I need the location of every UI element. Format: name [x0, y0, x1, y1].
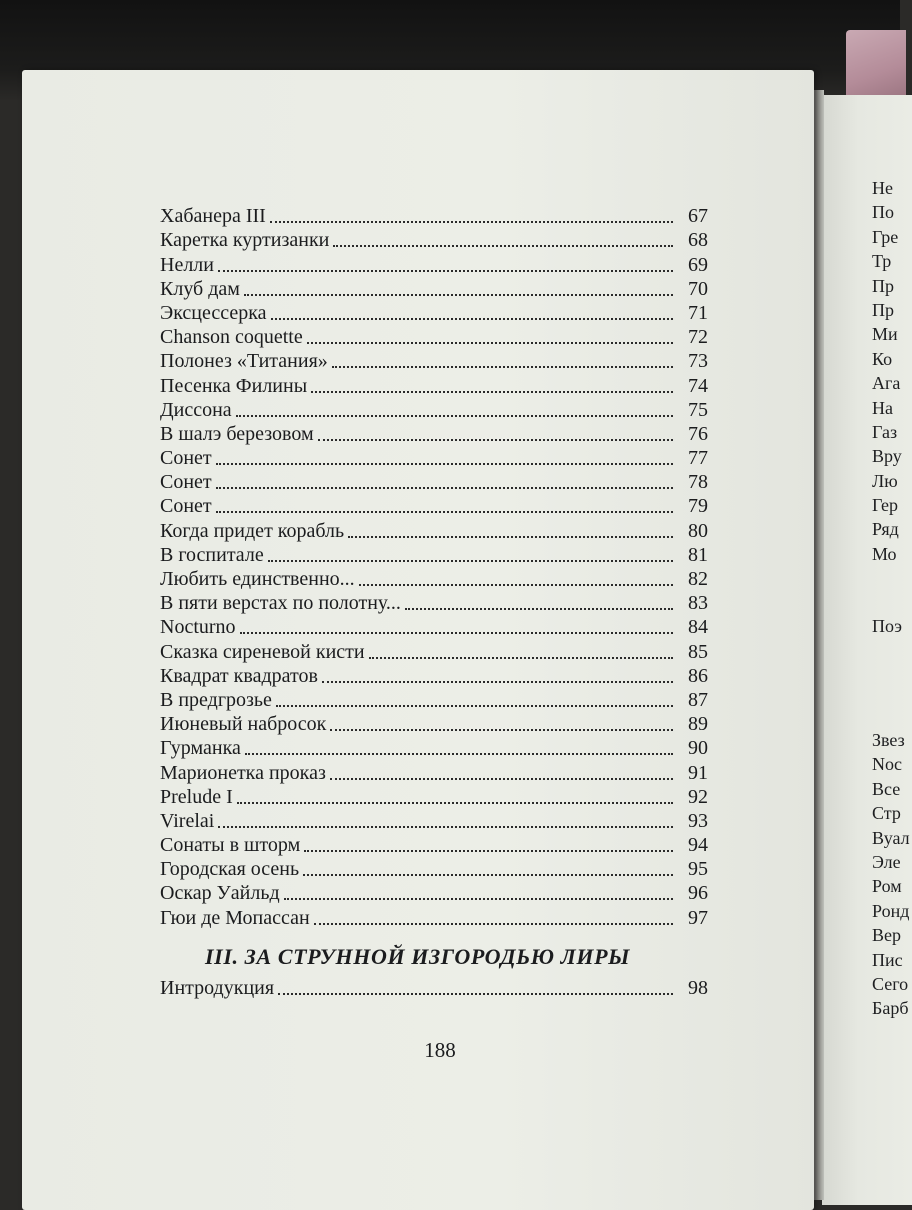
toc-row	[160, 373, 708, 397]
toc-row	[160, 349, 708, 373]
right-page-fragment: Пр	[872, 275, 894, 296]
toc-leader-dots	[307, 342, 673, 344]
toc-leader-dots	[332, 366, 673, 368]
toc-page: 98	[688, 977, 708, 1000]
right-page-gap	[872, 566, 912, 614]
toc-leader-dots	[369, 657, 673, 659]
toc-title: Июневый набросок	[160, 713, 327, 736]
toc-leader-dots	[278, 993, 673, 995]
toc-title: Каретка куртизанки	[160, 229, 330, 252]
right-page-fragment: Ко	[872, 348, 893, 369]
toc-page: 87	[688, 688, 708, 711]
toc-row	[160, 446, 708, 470]
toc-title: Гюи де Мопассан	[160, 906, 310, 929]
toc-row	[160, 301, 708, 325]
cover-corner-decoration	[846, 30, 906, 100]
toc-title: Эксцессерка	[160, 301, 267, 324]
toc-title: Оскар Уайльд	[160, 882, 280, 905]
toc-row	[160, 688, 708, 712]
toc-leader-dots	[348, 536, 673, 538]
toc-page: 68	[688, 229, 708, 252]
toc-leader-dots	[333, 245, 673, 247]
toc-page: 85	[688, 640, 708, 663]
toc-row	[160, 833, 708, 857]
toc-row	[160, 785, 708, 809]
toc-page: 97	[688, 906, 708, 929]
toc-row	[160, 494, 708, 518]
right-page-fragment: Не	[872, 178, 893, 198]
toc-leader-dots	[330, 778, 673, 780]
toc-row	[160, 976, 708, 1000]
right-page-fragment: Гер	[872, 495, 899, 516]
toc-row	[160, 518, 708, 542]
toc-title: Сонет	[160, 447, 212, 470]
toc-title: Virelai	[160, 809, 215, 832]
toc-leader-dots	[218, 826, 673, 828]
toc-page: 67	[688, 205, 708, 228]
toc-leader-dots	[268, 560, 673, 562]
toc-leader-dots	[318, 439, 673, 441]
right-page-fragment: Ром	[872, 876, 902, 897]
toc-leader-dots	[245, 753, 673, 755]
toc-row	[160, 857, 708, 881]
toc-page: 73	[688, 350, 708, 373]
page-number: 188	[424, 1038, 456, 1062]
toc-row	[160, 422, 708, 446]
toc-page: 78	[688, 471, 708, 494]
toc-row	[160, 470, 708, 494]
toc-row	[160, 760, 708, 784]
toc-page: 76	[688, 422, 708, 445]
toc-page: 90	[688, 737, 708, 760]
toc-leader-dots	[271, 318, 673, 320]
toc-leader-dots	[405, 608, 673, 610]
toc-title: Когда придет корабль	[160, 519, 345, 542]
toc-title: Nocturno	[160, 616, 236, 639]
toc-page: 72	[688, 326, 708, 349]
toc-row	[160, 736, 708, 760]
toc-page: 84	[688, 616, 708, 639]
toc-title: В шалэ березовом	[160, 422, 314, 445]
right-page-fragment: Вер	[872, 925, 901, 946]
toc-leader-dots	[270, 221, 673, 223]
toc-title: Любить единственно...	[160, 568, 355, 590]
toc-leader-dots	[311, 391, 673, 393]
right-page-fragment: По	[872, 202, 894, 223]
toc-page: 83	[688, 592, 708, 615]
toc-page: 71	[688, 301, 708, 324]
toc-leader-dots	[276, 705, 673, 707]
toc-leader-dots	[244, 294, 673, 296]
toc-title: В пяти верстах по полотну...	[160, 592, 401, 615]
toc-row	[160, 809, 708, 833]
toc-row	[160, 567, 708, 591]
toc-leader-dots	[216, 511, 673, 513]
toc-title: Полонез «Титания»	[160, 350, 328, 373]
toc-title: Сказка сиреневой кисти	[160, 640, 365, 663]
right-page-fragment: Вру	[872, 446, 902, 467]
toc-row	[160, 252, 708, 276]
toc-row	[160, 615, 708, 639]
toc-page: 81	[688, 543, 708, 566]
toc-title: Клуб дам	[160, 277, 240, 300]
toc-leader-dots	[240, 632, 673, 634]
toc-leader-dots	[303, 874, 673, 876]
toc-page: 94	[688, 834, 708, 857]
right-page-fragment: Гре	[872, 226, 899, 247]
toc-row	[160, 277, 708, 301]
toc-title: Песенка Филины	[160, 374, 308, 397]
toc-title: Сонет	[160, 495, 212, 518]
table-of-contents	[160, 204, 708, 930]
toc-page: 91	[688, 761, 708, 784]
toc-leader-dots	[330, 729, 673, 731]
right-page-fragment: Звез	[872, 730, 905, 750]
toc-title: Chanson coquette	[160, 326, 303, 349]
right-page-fragment: Noc	[872, 754, 902, 775]
toc-title: Городская осень	[160, 858, 300, 881]
right-page-fragment: На	[872, 397, 893, 418]
section-heading: III. ЗА СТРУННОЙ ИЗГОРОДЬЮ ЛИРЫ	[205, 944, 631, 969]
toc-leader-dots	[216, 463, 673, 465]
toc-page: 75	[688, 398, 708, 421]
toc-page: 70	[688, 277, 708, 300]
toc-title: Сонет	[160, 471, 212, 494]
toc-title: В предгрозье	[160, 688, 272, 711]
toc-title: Сонаты в шторм	[160, 834, 301, 857]
toc-title: В госпитале	[160, 543, 264, 566]
toc-page: 69	[688, 253, 708, 276]
toc-row	[160, 712, 708, 736]
right-page-fragment: Газ	[872, 421, 898, 442]
toc-page: 79	[688, 495, 708, 518]
toc-page: 80	[688, 519, 708, 542]
right-page-fragment: Ага	[872, 373, 901, 394]
right-page-fragment: Ряд	[872, 519, 899, 540]
toc-row	[160, 228, 708, 252]
toc-page: 93	[688, 809, 708, 832]
toc-leader-dots	[359, 584, 673, 586]
right-page-fragment: Барб	[872, 998, 909, 1019]
right-page-fragment: Пр	[872, 299, 894, 320]
right-page-fragment: Ронд	[872, 900, 910, 921]
toc-page: 86	[688, 664, 708, 687]
right-page-fragment: Лю	[872, 470, 898, 491]
toc-title: Prelude I	[160, 785, 233, 808]
toc-leader-dots	[284, 898, 673, 900]
right-page-text-bottom	[872, 728, 912, 1021]
right-page-fragment: Вуал	[872, 827, 910, 848]
toc-title: Интродукция	[160, 977, 275, 1000]
right-page-fragment: Мо	[872, 543, 897, 564]
toc-row	[160, 639, 708, 663]
right-page-fragment: Пис	[872, 949, 903, 970]
toc-page: 82	[688, 568, 708, 590]
toc-row	[160, 591, 708, 615]
right-page-fragment: Поэ	[872, 616, 902, 637]
toc-leader-dots	[322, 681, 673, 683]
right-page-text-top	[872, 176, 912, 639]
toc-page: 74	[688, 374, 708, 397]
toc-row	[160, 325, 708, 349]
toc-row	[160, 905, 708, 929]
right-page-fragment: Стр	[872, 803, 901, 824]
toc-leader-dots	[216, 487, 673, 489]
right-page-fragment: Сего	[872, 973, 909, 994]
toc-title: Гурманка	[160, 737, 241, 760]
right-page-fragment: Все	[872, 778, 901, 799]
right-page-fragment: Тр	[872, 251, 892, 272]
right-page-fragment: Ми	[872, 324, 898, 345]
toc-title: Диссона	[160, 398, 232, 421]
toc-title: Квадрат квадратов	[160, 664, 318, 687]
right-page-fragment: Эле	[872, 851, 901, 872]
toc-title: Хабанера III	[160, 205, 266, 228]
toc-page: 96	[688, 882, 708, 905]
toc-page: 77	[688, 447, 708, 470]
toc-leader-dots	[314, 923, 673, 925]
toc-page: 95	[688, 858, 708, 881]
toc-row	[160, 664, 708, 688]
toc-leader-dots	[237, 802, 673, 804]
toc-title: Нелли	[160, 253, 214, 276]
toc-page: 92	[688, 785, 708, 808]
toc-leader-dots	[218, 270, 673, 272]
toc-page: 89	[688, 713, 708, 736]
toc-leader-dots	[236, 415, 673, 417]
toc-row	[160, 204, 708, 228]
toc-row	[160, 543, 708, 567]
section-contents	[160, 976, 708, 1000]
toc-row	[160, 881, 708, 905]
toc-row	[160, 398, 708, 422]
toc-leader-dots	[304, 850, 673, 852]
toc-title: Марионетка проказ	[160, 761, 326, 784]
